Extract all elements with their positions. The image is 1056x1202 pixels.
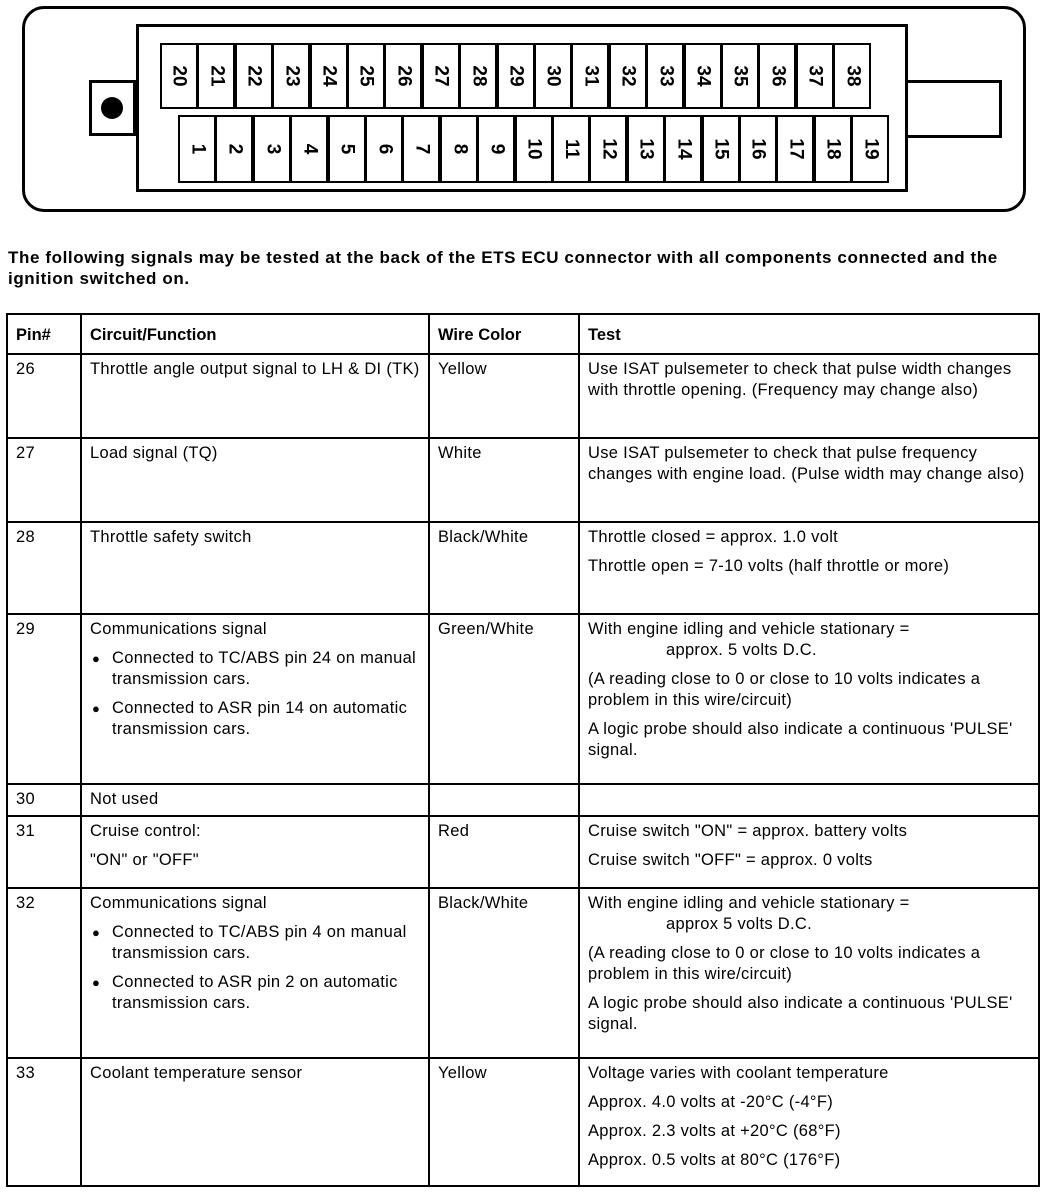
connector-pin: [627, 115, 665, 183]
pin-number: 10: [523, 138, 545, 160]
connector-latch: [89, 80, 136, 136]
header-test: Test: [579, 314, 1039, 354]
circuit-text: Throttle safety switch: [90, 528, 252, 546]
test-text: (A reading close to 0 or close to 10 volts indicates a problem in this wire/circuit): [588, 670, 981, 709]
pin-number: 21: [206, 65, 228, 87]
latch-dot-icon: [101, 97, 123, 119]
circuit-text: Communications signal: [90, 620, 267, 638]
pin-number: 16: [747, 138, 769, 160]
pin-number: 34: [692, 65, 714, 87]
table-header-row: [7, 314, 1039, 354]
pin-number: 18: [822, 138, 844, 160]
pin-number: 24: [318, 65, 340, 87]
test-text: Use ISAT pulsemeter to check that pulse frequency changes with engine load. (Pulse width may change also): [588, 444, 1025, 483]
connector-pin: [702, 115, 740, 183]
bullet-item: ● Connected to TC/ABS pin 4 on manual transmission cars.: [90, 922, 420, 964]
pin-number: 20: [168, 65, 190, 87]
table-row: [7, 1058, 1039, 1186]
pin-number: 12: [598, 138, 620, 160]
wire-color-cell: Black/White: [429, 522, 579, 614]
bullet-item: ● Connected to TC/ABS pin 24 on manual transmission cars.: [90, 648, 420, 690]
connector-pin: [609, 43, 647, 109]
wire-color-cell: Red: [429, 816, 579, 888]
circuit-text: Communications signal: [90, 894, 267, 912]
test-text: Throttle open = 7-10 volts (half throttle or more): [588, 557, 950, 575]
circuit-cell: [81, 888, 429, 1058]
test-cell: [579, 1058, 1039, 1186]
connector-pin: [776, 115, 814, 183]
pin-number: 13: [635, 138, 657, 160]
bullet-item: ● Connected to ASR pin 2 on automatic transmission cars.: [90, 972, 420, 1014]
pin-number: 2: [224, 143, 246, 155]
connector-pin: [814, 115, 852, 183]
circuit-bullets: [90, 922, 420, 1014]
pin-cell: 31: [7, 816, 81, 888]
pin-test-table: [6, 313, 1040, 1187]
pin-number: 9: [486, 143, 508, 155]
connector-pin: [440, 115, 478, 183]
test-text: approx. 5 volts D.C.: [666, 641, 817, 659]
pin-number: 22: [243, 65, 265, 87]
test-text: Throttle closed = approx. 1.0 volt: [588, 528, 839, 546]
pin-number: 26: [393, 65, 415, 87]
intro-text: The following signals may be tested at the back of the ETS ECU connector with all components connected and the ignition switched on.: [8, 248, 998, 288]
connector-pin: [422, 43, 460, 109]
connector-pin: [402, 115, 440, 183]
header-circuit: Circuit/Function: [81, 314, 429, 354]
connector-pin: [833, 43, 871, 109]
connector-pin: [739, 115, 777, 183]
pin-number: 28: [468, 65, 490, 87]
circuit-cell: [81, 438, 429, 522]
connector-pin: [646, 43, 684, 109]
table-row: [7, 354, 1039, 438]
connector-pin: [534, 43, 572, 109]
pin-number: 29: [505, 65, 527, 87]
test-cell: [579, 614, 1039, 784]
test-cell: [579, 522, 1039, 614]
circuit-text: Throttle angle output signal to LH & DI (TK): [90, 360, 420, 378]
circuit-cell: [81, 816, 429, 888]
pin-cell: 32: [7, 888, 81, 1058]
pin-number: 6: [373, 143, 395, 155]
test-text: A logic probe should also indicate a continuous 'PULSE' signal.: [588, 720, 1013, 759]
connector-pin: [459, 43, 497, 109]
connector-pin: [684, 43, 722, 109]
test-text: (A reading close to 0 or close to 10 volts indicates a problem in this wire/circuit): [588, 944, 981, 983]
pin-cell: 28: [7, 522, 81, 614]
circuit-text: Cruise control:: [90, 822, 201, 840]
test-text: Cruise switch "ON" = approx. battery volts: [588, 822, 908, 840]
connector-pin: [215, 115, 253, 183]
connector-tab: [905, 80, 1002, 138]
pin-cell: 26: [7, 354, 81, 438]
test-text: approx 5 volts D.C.: [666, 915, 813, 933]
connector-pin: [235, 43, 273, 109]
connector-pin: [160, 43, 198, 109]
pin-number: 7: [411, 143, 433, 155]
connector-pin: [328, 115, 366, 183]
pin-number: 1: [186, 143, 208, 155]
circuit-cell: [81, 614, 429, 784]
wire-color-cell: Yellow: [429, 1058, 579, 1186]
test-text: With engine idling and vehicle stationary =: [588, 894, 910, 912]
circuit-text: Load signal (TQ): [90, 444, 218, 462]
test-cell: [579, 354, 1039, 438]
pin-number: 30: [542, 65, 564, 87]
connector-pin: [515, 115, 553, 183]
connector-pin: [758, 43, 796, 109]
wire-color-cell: Black/White: [429, 888, 579, 1058]
table-row: [7, 784, 1039, 816]
connector-pin: [347, 43, 385, 109]
pin-number: 4: [299, 143, 321, 155]
pin-number: 15: [710, 138, 732, 160]
table-row: [7, 438, 1039, 522]
pin-number: 38: [842, 65, 864, 87]
connector-pin: [497, 43, 535, 109]
pin-number: 27: [430, 65, 452, 87]
test-text: Approx. 4.0 volts at -20°C (-4°F): [588, 1093, 834, 1111]
connector-pin: [365, 115, 403, 183]
test-text: Approx. 2.3 volts at +20°C (68°F): [588, 1122, 841, 1140]
pin-number: 19: [860, 138, 882, 160]
connector-pin: [796, 43, 834, 109]
connector-pin: [290, 115, 328, 183]
pin-number: 11: [561, 138, 582, 160]
connector-pin: [851, 115, 889, 183]
circuit-cell: [81, 354, 429, 438]
wire-color-cell: [429, 784, 579, 816]
connector-pin: [178, 115, 216, 183]
test-text: Approx. 0.5 volts at 80°C (176°F): [588, 1151, 841, 1169]
bullet-item: ● Connected to ASR pin 14 on automatic transmission cars.: [90, 698, 420, 740]
circuit-text: Not used: [90, 790, 159, 808]
pin-number: 5: [336, 143, 358, 155]
connector-pin: [477, 115, 515, 183]
wire-color-cell: Yellow: [429, 354, 579, 438]
test-text: With engine idling and vehicle stationary =: [588, 620, 910, 638]
pin-number: 8: [448, 143, 470, 155]
table-row: [7, 522, 1039, 614]
table-row: [7, 816, 1039, 888]
circuit-cell: [81, 1058, 429, 1186]
connector-pin: [664, 115, 702, 183]
pin-number: 32: [617, 65, 639, 87]
pin-number: 37: [804, 65, 826, 87]
connector-pin: [272, 43, 310, 109]
pin-cell: 33: [7, 1058, 81, 1186]
wire-color-cell: White: [429, 438, 579, 522]
header-pin: Pin#: [7, 314, 81, 354]
circuit-cell: [81, 784, 429, 816]
pin-cell: 27: [7, 438, 81, 522]
pin-number: 14: [673, 138, 695, 160]
pin-number: 35: [729, 65, 751, 87]
test-text: Voltage varies with coolant temperature: [588, 1064, 889, 1082]
table-row: [7, 888, 1039, 1058]
circuit-text: Coolant temperature sensor: [90, 1064, 303, 1082]
test-cell: [579, 816, 1039, 888]
test-cell: [579, 784, 1039, 816]
connector-pin: [571, 43, 609, 109]
connector-pin: [197, 43, 235, 109]
pin-number: 36: [767, 65, 789, 87]
test-text: Use ISAT pulsemeter to check that pulse width changes with throttle opening. (Frequency may change also): [588, 360, 1012, 399]
test-cell: [579, 438, 1039, 522]
wire-color-cell: Green/White: [429, 614, 579, 784]
circuit-cell: [81, 522, 429, 614]
circuit-text: "ON" or "OFF": [90, 851, 199, 869]
connector-pin: [310, 43, 348, 109]
test-text: Cruise switch "OFF" = approx. 0 volts: [588, 851, 873, 869]
connector-pin: [589, 115, 627, 183]
pin-cell: 30: [7, 784, 81, 816]
pin-number: 31: [580, 65, 602, 87]
table-row: [7, 614, 1039, 784]
pin-number: 17: [785, 138, 807, 160]
test-cell: [579, 888, 1039, 1058]
header-wire-color: Wire Color: [429, 314, 579, 354]
connector-pin: [253, 115, 291, 183]
connector-pin: [384, 43, 422, 109]
circuit-bullets: [90, 648, 420, 740]
pin-cell: 29: [7, 614, 81, 784]
connector-pin: [721, 43, 759, 109]
test-text: A logic probe should also indicate a continuous 'PULSE' signal.: [588, 994, 1013, 1033]
connector-pin: [552, 115, 590, 183]
pin-number: 3: [261, 143, 283, 155]
pin-number: 23: [281, 65, 303, 87]
pin-number: 25: [355, 65, 377, 87]
pin-number: 33: [655, 65, 677, 87]
